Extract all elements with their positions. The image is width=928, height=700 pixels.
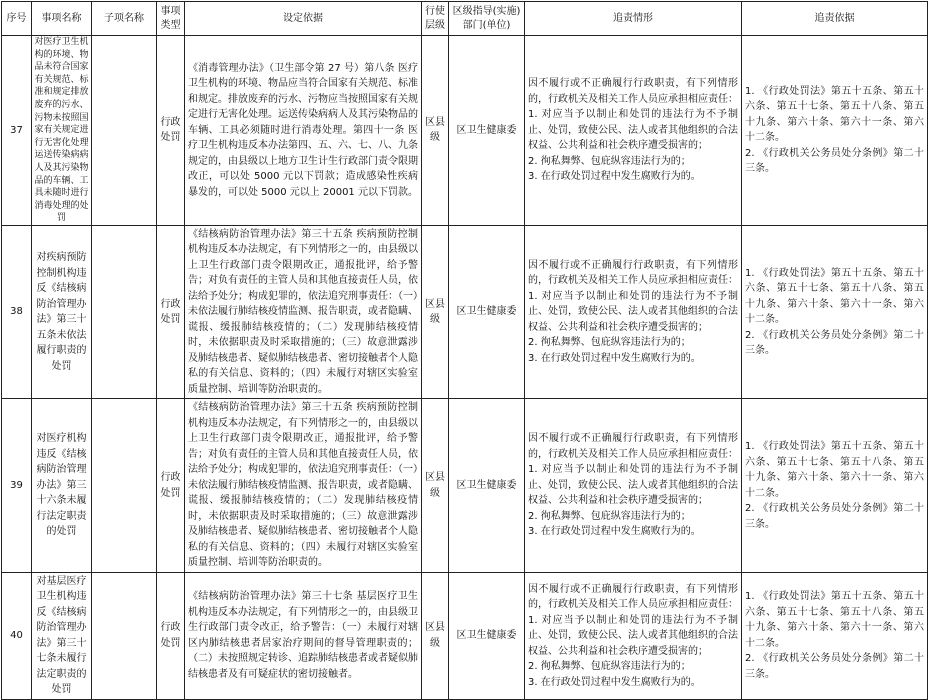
header-basis: 设定依据 [185, 2, 422, 36]
cell-no: 40 [2, 572, 32, 699]
cell-no: 37 [2, 36, 32, 226]
header-dept: 区级指导(实施)部门(单位) [449, 2, 525, 36]
cell-sub [92, 399, 157, 573]
cell-liability: 因不履行或不正确履行行政职责，有下列情形的，行政机关及相关工作人员应承担相应责任： 1. 对应当予以制止和处罚的违法行为不予制止、处罚，致使公民、法人或者其他组织的合法权益、公共利益和社会秩序遭受损害的； 2. 徇私舞弊、包庇纵容违法行为的； 3. 在行政处罚过程中发生腐败行为的。 [525, 399, 742, 573]
cell-basis: 《结核病防治管理办法》第三十五条 疾病预防控制机构违反本办法规定，有下列情形之一的，由县级以上卫生行政部门责令限期改正，通报批评，给予警告；对负有责任的主管人员和其他直接责任人员，依法给予处分；构成犯罪的，依法追究刑事责任：（一）未依法履行肺结核疫情监测、报告职责，或者隐瞒、谎报、缓报肺结核疫情的；（二）发现肺结核疫情时，未依据职责及时采取措施的；（三）故意泄露涉及肺结核患者、疑似肺结核患者、密切接触者个人隐私的有关信息、资料的；（四）未履行对辖区实验室质量控制、培训等防治职责的。 [185, 225, 422, 399]
cell-dept: 区卫生健康委 [449, 225, 525, 399]
cell-name: 对基层医疗卫生机构违反《结核病防治管理办法》第三十七条未履行法定职责的处罚 [32, 572, 92, 699]
cell-basis: 《结核病防治管理办法》第三十五条 疾病预防控制机构违反本办法规定，有下列情形之一的，由县级以上卫生行政部门责令限期改正，通报批评，给予警告；对负有责任的主管人员和其他直接责任人员，依法给予处分；构成犯罪的，依法追究刑事责任：（一）未依法履行肺结核疫情监测、报告职责，或者隐瞒、谎报、缓报肺结核疫情的；（二）发现肺结核疫情时，未依据职责及时采取措施的；（三）故意泄露涉及肺结核患者、疑似肺结核患者、密切接触者个人隐私的有关信息、资料的；（四）未履行对辖区实验室质量控制、培训等防治职责的。 [185, 399, 422, 573]
cell-no: 38 [2, 225, 32, 399]
cell-liability: 因不履行或不正确履行行政职责，有下列情形的，行政机关及相关工作人员应承担相应责任： 1. 对应当予以制止和处罚的违法行为不予制止、处罚，致使公民、法人或者其他组织的合法权益、公共利益和社会秩序遭受损害的； 2. 徇私舞弊、包庇纵容违法行为的； 3. 在行政处罚过程中发生腐败行为的。 [525, 572, 742, 699]
header-row [2, 2, 928, 36]
cell-basis: 《消毒管理办法》（卫生部令第 27 号）第八条 医疗卫生机构的环境、物品应当符合国家有关规范、标准和规定。排放废弃的污水、污物应当按照国家有关规定进行无害化处理。运送传染病病人及其污染物品的车辆、工具必须随时进行消毒处理。第四十一条 医疗卫生机构违反本办法第四、五、六、七、八、九条规定的，由县级以上地方卫生计生行政部门责令限期改正，可以处 5000 元以下罚款；造成感染性疾病暴发的，可以处 5000 元以上 20001 元以下罚款。 [185, 36, 422, 226]
header-sub: 子项名称 [92, 2, 157, 36]
cell-level: 区县级 [422, 399, 449, 573]
cell-no: 39 [2, 399, 32, 573]
cell-type: 行政处罚 [157, 399, 185, 573]
cell-liability: 因不履行或不正确履行行政职责，有下列情形的，行政机关及相关工作人员应承担相应责任： 1. 对应当予以制止和处罚的违法行为不予制止、处罚，致使公民、法人或者其他组织的合法权益、公共利益和社会秩序遭受损害的； 2. 徇私舞弊、包庇纵容违法行为的； 3. 在行政处罚过程中发生腐败行为的。 [525, 36, 742, 226]
cell-liability-basis: 1. 《行政处罚法》第五十五条、第五十六条、第五十七条、第五十八条、第五十九条、第六十条、第六十一条、第六十二条。 2. 《行政机关公务员处分条例》第二十三条。 [742, 572, 928, 699]
header-no: 序号 [2, 2, 32, 36]
cell-liability-basis: 1. 《行政处罚法》第五十五条、第五十六条、第五十七条、第五十八条、第五十九条、第六十条、第六十一条、第六十二条。 2. 《行政机关公务员处分条例》第二十三条。 [742, 399, 928, 573]
cell-name: 对疾病预防控制机构违反《结核病防治管理办法》第三十五条未依法履行职责的处罚 [32, 225, 92, 399]
table-row [2, 36, 928, 226]
cell-dept: 区卫生健康委 [449, 399, 525, 573]
table-row [2, 225, 928, 399]
table-row [2, 572, 928, 699]
responsibility-table [1, 1, 928, 700]
cell-liability: 因不履行或不正确履行行政职责，有下列情形的，行政机关及相关工作人员应承担相应责任： 1. 对应当予以制止和处罚的违法行为不予制止、处罚，致使公民、法人或者其他组织的合法权益、公共利益和社会秩序遭受损害的； 2. 徇私舞弊、包庇纵容违法行为的； 3. 在行政处罚过程中发生腐败行为的。 [525, 225, 742, 399]
header-type: 事项类型 [157, 2, 185, 36]
cell-name: 对医疗机构违反《结核病防治管理办法》第三十六条未履行法定职责的处罚 [32, 399, 92, 573]
cell-type: 行政处罚 [157, 572, 185, 699]
cell-dept: 区卫生健康委 [449, 36, 525, 226]
cell-type: 行政处罚 [157, 36, 185, 226]
cell-name: 对医疗卫生机构的环境、物品未符合国家有关规范、标准和规定排放废弃的污水、污物未按照国家有关规定进行无害化处理运送传染病病人及其污染物品的车辆、工具未随时进行消毒处理的处罚 [32, 36, 92, 226]
header-liability-basis: 追责依据 [742, 2, 928, 36]
cell-level: 区县级 [422, 572, 449, 699]
cell-sub [92, 225, 157, 399]
header-name: 事项名称 [32, 2, 92, 36]
cell-sub [92, 36, 157, 226]
cell-type: 行政处罚 [157, 225, 185, 399]
cell-liability-basis: 1. 《行政处罚法》第五十五条、第五十六条、第五十七条、第五十八条、第五十九条、第六十条、第六十一条、第六十二条。 2. 《行政机关公务员处分条例》第二十三条。 [742, 225, 928, 399]
cell-level: 区县级 [422, 225, 449, 399]
cell-liability-basis: 1. 《行政处罚法》第五十五条、第五十六条、第五十七条、第五十八条、第五十九条、第六十条、第六十一条、第六十二条。 2. 《行政机关公务员处分条例》第二十三条。 [742, 36, 928, 226]
cell-level: 区县级 [422, 36, 449, 226]
header-liability: 追责情形 [525, 2, 742, 36]
cell-dept: 区卫生健康委 [449, 572, 525, 699]
cell-sub [92, 572, 157, 699]
header-level: 行使层级 [422, 2, 449, 36]
table-row [2, 399, 928, 573]
cell-basis: 《结核病防治管理办法》第三十七条 基层医疗卫生机构违反本办法规定，有下列情形之一的，由县级卫生行政部门责令改正，给予警告：（一）未履行对辖区内肺结核患者居家治疗期间的督导管理职责的；（二）未按照规定转诊、追踪肺结核患者或者疑似肺结核患者及有可疑症状的密切接触者。 [185, 572, 422, 699]
